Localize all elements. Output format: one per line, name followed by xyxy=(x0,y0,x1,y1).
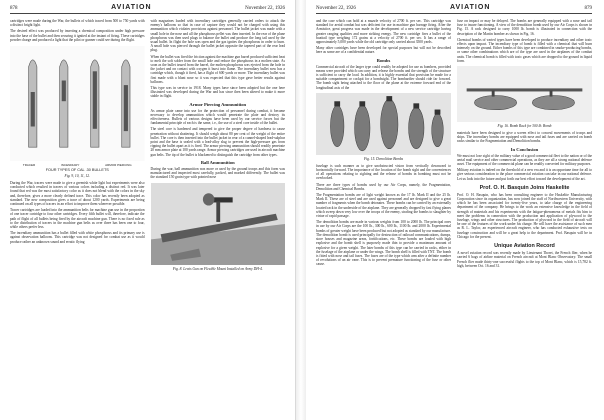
paragraph: When the bullet was fired the friction against the machine gun barrel produced sufficient heat to melt the soft solder from the small hole and reduce the phosphorus in a molten state. As soon as the bullet issued from the barrel, the molten phosphorus was ejected from the hole in the jacket and on contact with oxygen it burst into flame. The incendiary bullet now has a cartridge which, though it fired, has a flight of 600 yards or more. The incendiary bullet was first made with a blunt nose so it was expected that this type gave better results against balloons. xyxy=(150,54,285,84)
paragraph: cartridges were made during the War, the bullets of which traced from 500 to 750 yards with a distinct bright light. xyxy=(10,19,145,28)
figure-caption: Fig. 16. Bomb Rack for 300 lb. Bomb xyxy=(497,124,552,129)
paragraph: Many other cartridges have been developed for special purposes but will not be described here as some are of a confidential nature. xyxy=(316,46,451,55)
paragraph: fuselage is such manner as to give unobstructed vision from vertically downward to horizontally forward. The importance of the location of the bomb sight and the conveniences of all operations relating to sighting and the release of bombs in bombing must not be overlooked. xyxy=(316,163,451,181)
paragraph: We must not lose sight of the military value of a good commercial fleet to the nation or of the aerial mail service and other commercial operations, as they are all a strong national defence asset. The equipment of the commercial plane can be readily converted for military purposes. xyxy=(457,153,592,167)
news-heading: Prof. O. H. Basquin Joins Haskelite xyxy=(479,184,570,191)
right-column-1 xyxy=(316,19,451,270)
page-number: 878 xyxy=(10,6,18,11)
lewis-gun-photo xyxy=(151,183,286,265)
issue-date: November 22, 1926 xyxy=(245,6,285,11)
left-column-1 xyxy=(10,19,145,274)
section-heading: In Conclusion xyxy=(510,146,539,152)
paragraph: This type was in service in 1918. Many types have since been adopted but the one here illustrated was developed during the War and has since then been altered to make it more stable in flight. xyxy=(150,86,285,99)
paragraph: Commercial aircraft of the larger type could readily be adopted for use as bombers, provided means were provided which can carry and release the bombs and the strength of the structure is sufficient to carry the load. In addition, it is highly essential that provision be made for a suitable compartment or cockpit for a bombsight. The bombardier should ride far forward. The bomb sight being attached to the floor of the plane at the extreme forward end of the longitudinal axis of the xyxy=(316,64,451,90)
paragraph: Prof. O. H. Basquin, who has been consulting engineer to the Haskelite Manufacturing Corporation since its organization, has now joined the staff of Northwestern University, with which he has been associated for twenty-five years, to take charge of the engineering department of the company. He brings to the work an extensive knowledge in the field of strength of materials and his experiments with the fatigue-phenomena of metals fits him to meet the problems in connection with the production and application of plywood to the fuselage, wings and other structures. The production of plywood in the field of aircraft will be one of the features of the work under his charge. He will have the assistance of such men as R. L. Taylor, an experienced aircraft engineer, who has conducted exhaustive tests on fuselage construction and will be a great help to the department. Prof. Basquin will be in Chicago for the present. xyxy=(457,192,592,239)
figure-caption: Fig. 9, 10, 11, 12. xyxy=(64,174,90,179)
left-column-2 xyxy=(151,19,286,274)
left-page xyxy=(0,0,296,420)
paragraph: materials have been designed to give a screen effect to conceal movements of troops and ships. The incendiary bombs are equipped with nose and tail fuses and are carried on bomb racks similar to the Fragmentation and Demolition bombs. xyxy=(457,131,592,144)
figure-subtitle: FOUR TYPES OF CAL .30 BULLETS xyxy=(45,168,109,173)
label-incendiary: INCENDIARY xyxy=(60,163,80,168)
section-heading: Ball Ammunition xyxy=(200,159,235,165)
page-gutter xyxy=(296,0,306,420)
demolition-bombs-photo xyxy=(316,93,451,155)
issue-date: November 22, 1926 xyxy=(316,6,356,11)
bomb-rack-illustration xyxy=(457,66,592,122)
paragraph: As armor plate came into use for the protection of personnel during combat, it became necessary to develop ammunition which would penetrate the plate and destroy its effectiveness. Bullets of various designs have been used by our service forces but the fundamental principle of each is the same, i.e., the use of a steel core inside of the bullet. xyxy=(150,108,285,126)
paragraph: During the War, tracers were made to give a greenish white light but experiments were also conducted which resulted in tracers of various colors including a distinct red. It was later found that red was the most satisfactory color as it does not blend with the colors in the sky and, therefore, gives a more clearly defined trace. This color has recently been adopted as standard. The new composition gives a trace of about 1200 yards. Experiments are being continued on all types of tracers in an effort to improve them wherever possible. xyxy=(10,181,145,207)
paragraph: fuse on impact or may be delayed. The bombs are generally equipped with a nose and tail fuse to insure functioning. A view of the demolition bomb used by our Air Corps is shown in Fig. 15. A rack designed to carry 1000 lb. bomb is illustrated in connection with the description of the Martin bomber as shown in Fig. 16. xyxy=(457,19,592,36)
left-page-header xyxy=(10,4,285,14)
figure-caption: Fig. 15. Demolition Bombs xyxy=(363,156,404,161)
bullets-illustration xyxy=(10,46,145,161)
label-tracer: TRACER xyxy=(22,163,36,168)
bullet-type-labels xyxy=(10,163,145,167)
page-number: 879 xyxy=(584,6,592,11)
bomb-rack-photo xyxy=(457,66,592,122)
section-heading: Armor Piercing Ammunition xyxy=(189,101,247,107)
bullets-figure xyxy=(10,46,145,161)
paragraph: Military aviation is indeed on the threshold of a new era and it is an opportune time for all to give serious consideration to the place commercial aviation can take in our national defence. Let us look into the future and put forth our best effort toward the development of the art. xyxy=(457,168,592,181)
right-column-2 xyxy=(457,19,592,270)
news-heading: Unique Aviation Record xyxy=(494,243,555,250)
right-page-header xyxy=(316,4,592,14)
paragraph: and the case which can hold at a muzzle velocity of 2700 ft. per sec. This cartridge was standard for aerial combat but was deficient for use in machine gun barrage firing. After the Armistice, great progress was made in the development of a new service cartridge having greater ranging qualities and more striking energy. The new cartridge fires a bullet of the boattail type weighing 172 grains at a velocity of 2700 ft. per sec. It has a range of approximately 5,000 yards while the old cartridge only carried about 3500 yards. xyxy=(316,19,451,45)
magazine-title: AVIATION xyxy=(111,4,152,11)
bombs-illustration xyxy=(316,93,451,155)
figure-caption: Fig. 8. Lewis Gun on Flexible Mount Installed on Army DH-4. xyxy=(172,266,263,271)
paragraph: Tracer cartridges are loaded into the ammunition belts for machine gun use in the proportion of one tracer cartridge to four other cartridges. Every fifth bullet will, therefore, indicate the path of flight of all bullets being fired by the aircraft machine gun. There is no fixed rule as to the distribution of tracers in the machine gun belts as over three has been one to four, while others prefer less. xyxy=(10,208,145,230)
paragraph: The steel core is hardened and tempered to give the proper degree of hardness to cause penetration without shattering. It should weigh about 80 per cent of the weight of the entire bullet. The core is then inserted into the bullet jacket in rear of a cannel-shaped lead-sulphur point and the base is sealed with a lead-alloy slug to prevent the high-pressure gas from ripping the bullet apart as it is fired. The armor piercing ammunition should readily penetrate 20 mm armor plate at 100 yards range. Armor piercing cartridges are used in aircraft machine gun belts. The tip of the bullet is blackened to distinguish the cartridge from other types. xyxy=(150,127,286,157)
paragraph: with magazines loaded with incendiary cartridges generally carried orders to attack the enemy's balloons so that in case of capture they would not be charged with using this ammunition which violates provisions against personnel. The bullet jacket was made with a small hole in the nose and all the phosphorus pellet was then inserted. In the rear of the plane phosphorus was then used plugs to balance the bullet and produce the long tail used by the usual bullet. In flight the hole was open and the gas ignites the phosphorus in order to burn. A small hole was pierced through the ballet jacket opposite the tapered part of the rear lead plug. xyxy=(150,19,285,53)
paragraph: The desired effect was produced by inserting a chemical composition under high pressure into the base of the bullet and then securing it ignited at the instant of firing. These cartridges powder charge and produced a light that the pilot or gunner could see during the flight. xyxy=(10,29,145,42)
paragraph: During the war, ball ammunition was more or used by the ground troops and this form was manufactured and inspected most carefully, packed, and marked differently. The bullet was the standard 150 grain type with pointed nose xyxy=(150,166,285,180)
paragraph: The demolition bombs are made in various weights from 100 to 2000 lb. The principal ones in use by our Air Corps are the 100 lb., 300 lb., 600 lb., 1100 lb. and 2000 lb. Experimental bombs of greater weight have been produced but not adopted as standard by our manufacture. The demolition bomb is used principally for destruction of railroad communications, dumps, store houses and magazine areas, fortifications, etc. These bombs are loaded with high explosive and the bomb shell is purposely made thin to provide a maximum amount of explosive for a given weight. The later bombs of this type can be carried in racks, either in the fuselage of the airplane or under the wings. The bomb shell is filled with TNT. The bomb is fitted with nose and tail fuses. The fuses are of the type which arm after a definite number of revolutions of an air vane. This is to prevent premature functioning of the fuse or other cause. xyxy=(316,220,451,267)
right-page xyxy=(306,0,602,420)
paragraph: The incendiary ammunition has a bullet filled with white phosphorus and its primary use is against observation balloons. This cartridge was not designed for combat use as it would produce rather an unknown sound and erratic flying xyxy=(10,231,145,244)
paragraph: The Fragmentation bombs are of light weight known as the 17 lb. Mark II and the 25 lb. Mark II. These are of steel and are used against personnel and are designed to give a great number of fragments when the bomb detonates. These bombs can be carried by an externally located rack in the underside of the airplane. They are generally dropped by fast flying planes which sweep down very low over the troops of the enemy, strafing the bombs to slaughter by virtue of rapid passage. xyxy=(316,193,451,219)
paragraph: Chemical bombs of varied types have been developed to produce incendiary and other toxic effects upon impact. The incendiary type of bomb is filled with a chemical that will burn intensely on the ground. Either bombs of this type are combined in smoke-producing bombs, or some other combinations which are of the type are used in the airplanes of the combat units. The chemical bomb is filled with toxic gases which are dropped to the ground in liquid form. xyxy=(457,37,592,63)
airplane-gun-illustration xyxy=(151,183,286,265)
paragraph: There are three types of bombs used by our Air Corps, namely, the Fragmentation, Demolition and Chemical Bombs. xyxy=(316,182,451,191)
label-armor-piercing: ARMOR PIERCING xyxy=(105,163,132,168)
section-heading: Bombs xyxy=(376,57,391,63)
magazine-title: AVIATION xyxy=(449,4,491,11)
paragraph: A novel aviation record was recently made by Lieutenant Thoret, the French flier, when he carried 6 bags of airline material on French aircraft at Mont Blanc Observatory. The small French flier made thirty-one successful flights to the top of Mont Blanc, which is 15,782 ft. high, between Oct. 16 and 31. xyxy=(457,251,592,268)
